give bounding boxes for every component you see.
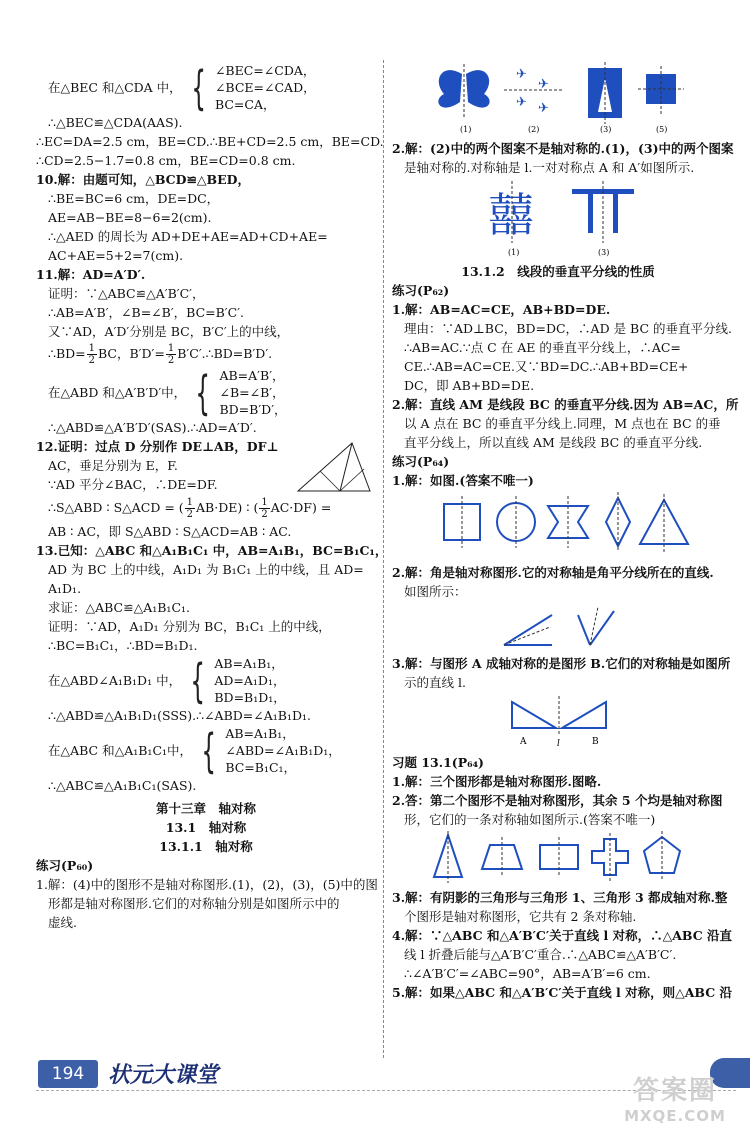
figure-caption: (1) [460,125,472,134]
text-line: ∴△AED 的周长为 AD+DE+AE=AD+CD+AE= [48,229,328,244]
text-line: CE.∴AB=AC=CE.又∵BD=DC.∴AB+BD=CE+ [404,359,689,374]
text-line: ∴AB=A′B′，∠B=∠B′，BC=B′C′. [48,305,245,320]
text-line: ∴△ABD≌△A′B′D′(SAS).∴AD=A′D′. [48,420,257,435]
fraction [166,343,176,366]
fraction-denominator: 2 [261,509,268,520]
brace-line: ∠BEC=∠CDA， [214,63,316,78]
text-line: 以 A 点在 BC 的垂直平分线上.同理，M 点也在 BC 的垂 [404,416,721,431]
brace-line: BC=B₁C₁， [225,760,297,775]
text-span: ∴S△ABD ∶ S△ACD = ( [48,500,184,515]
fraction-numerator: 1 [167,343,175,354]
page-number: 194 [38,1060,98,1088]
text-line: ∴△ABC≌△A₁B₁C₁(SAS). [48,778,197,793]
text-line: 求证：△ABC≌△A₁B₁C₁. [48,600,190,615]
text-line: ∵AD 平分∠BAC，∴DE=DF. [48,477,218,492]
brace-items [225,725,340,776]
text-line: 理由：∵AD⊥BC，BD=DC，∴AD 是 BC 的垂直平分线. [404,321,732,336]
fraction-denominator: 2 [88,355,96,366]
exercise-heading: 习题 13.1(P₆₄) [392,755,484,770]
text-line: ∴BE=BC=6 cm，DE=DC， [48,191,220,206]
answer-4: 4.解：∵△ABC 和△A′B′C′关于直线 l 对称，∴△ABC 沿直 [392,928,733,943]
left-brace: { [195,365,211,420]
text-span: AC·DF) = [270,500,332,515]
section-title: 13.1 轴对称 [165,820,247,835]
section-title: 13.1.2 线段的垂直平分线的性质 [461,264,655,279]
text-line: 形，它们的一条对称轴如图所示.(答案不唯一) [404,812,656,827]
text-line: 证明：∵AD，A₁D₁ 分别为 BC，B₁C₁ 上的中线， [48,619,331,634]
xi-character: 囍 [488,188,534,242]
answer-3: 3.解：与图形 A 成轴对称的是图形 B.它们的对称轴是如图所 [392,656,731,671]
question-11: 11.解：AD=A′D′. [36,267,146,282]
text-line: 示的直线 l. [404,675,466,690]
answer-2: 2.答：第二个图形不是轴对称图形，其余 5 个均是轴对称图 [392,793,723,808]
brace-line: ∠ABD=∠A₁B₁D₁， [225,743,341,758]
road-sign-figure [588,62,622,124]
fraction-line [36,341,376,367]
fraction-denominator: 2 [167,355,175,366]
brace-items [215,62,316,113]
brace-line: AD=A₁D₁， [214,673,286,688]
left-brace: { [201,723,216,778]
fraction [259,497,269,520]
figure-caption: (5) [656,125,668,134]
text-span: AB·DE) ∶ ( [196,500,259,515]
fraction [185,497,195,520]
brace-line: BC=CA， [214,97,276,112]
reflected-triangles-figure [392,692,724,750]
left-brace: { [190,60,206,115]
brace-items [214,655,285,706]
figure-label: B [592,737,599,747]
text-line: ∴AB=AC.∵点 C 在 AE 的垂直平分线上，∴AC= [404,340,681,355]
triangle-figure [294,437,376,499]
fraction-numerator: 1 [186,497,194,508]
answer-1: 1.解：如图.(答案不唯一) [392,473,534,488]
text-line: 证明：∵△ABC≌△A′B′C′， [48,286,205,301]
text-line: 直平分线上，所以直线 AM 是线段 BC 的垂直平分线. [404,435,703,450]
text-line: AB ∶ AC，即 S△ABD ∶ S△ACD=AB ∶ AC. [48,524,292,539]
brace-line: ∠B=∠B′， [219,385,285,400]
subsection-title: 13.1.1 轴对称 [159,839,253,854]
xi-and-pattern-figure [392,177,724,259]
text-line: ∴∠A′B′C′=∠ABC=90°，AB=A′B′=6 cm. [404,966,651,981]
brace-group-1 [36,62,376,113]
chapter-title: 第十三章 轴对称 [155,801,256,816]
text-line: 形都是轴对称图形.它们的对称轴分别是如图所示中的 [48,896,340,911]
text-span: BC，B′D′= [98,346,165,361]
text-line: AE=AB−BE=8−6=2(cm). [48,210,212,225]
text-line: 虚线. [48,915,77,930]
angle-bisector-figure [392,601,724,651]
brace-line: AB=A′B′， [219,368,285,383]
question-10: 10.解：由题可知，△BCD≌△BED， [36,172,250,187]
text-line: A₁D₁. [48,581,82,596]
figure-label: l [557,739,560,749]
question-12: 12.证明：过点 D 分别作 DE⊥AB，DF⊥ [36,439,279,454]
left-column [36,60,388,932]
brace-group-3 [36,655,376,706]
fraction-denominator: 2 [186,509,194,520]
figure-label: A [520,737,527,747]
six-shapes-figure [392,829,724,885]
pattern-figure [572,181,634,243]
practice-heading: 练习(P₆₄) [392,454,450,469]
text-line: AC+AE=5+2=7(cm). [48,248,184,263]
answer-2: 2.解：角是轴对称图形.它的对称轴是角平分线所在的直线. [392,565,714,580]
brace-line: AB=A₁B₁， [214,656,284,671]
brace-group-2 [36,367,376,418]
brace-line: BD=B₁D₁， [214,690,286,705]
right-column [392,62,739,1002]
text-line: ∴CD=2.5−1.7=0.8 cm，BE=CD=0.8 cm. [36,153,296,168]
text-line: 线 l 折叠后能与△A′B′C′重合.∴△ABC≌△A′B′C′. [404,947,677,962]
text-line: 如图所示： [404,584,467,599]
brace-prefix: 在△ABC 和△A₁B₁C₁中， [48,743,193,758]
brace-items [219,367,286,418]
fraction [87,343,97,366]
brace-line: AB=A₁B₁， [225,726,295,741]
text-line: AC，垂足分别为 E，F. [48,458,178,473]
question-13: 13.已知：△ABC 和△A₁B₁C₁ 中，AB=A₁B₁，BC=B₁C₁， [36,543,388,558]
text-line: 1.解：(4)中的图形不是轴对称图形.(1)，(2)，(3)，(5)中的图 [36,877,378,892]
text-line: ∴△ABD≌△A₁B₁D₁(SSS).∴∠ABD=∠A₁B₁D₁. [48,708,311,723]
brace-prefix: 在△BEC 和△CDA 中， [48,80,182,95]
figure-caption: (3) [598,248,610,257]
brand-logo: 状元大课堂 [108,1063,219,1088]
answer-2: 2.解：(2)中的两个图案不是轴对称的.(1)，(3)中的两个图案 [392,141,734,156]
text-line: 个图形是轴对称图形，它共有 2 条对称轴. [404,909,637,924]
watermark-top: 答案圈 [632,1076,717,1106]
answer-1: 1.解：AB=AC=CE，AB+BD=DE. [392,302,611,317]
butterfly-figure [438,64,489,118]
text-line: ∴BC=B₁C₁，∴BD=B₁D₁. [48,638,198,653]
symmetry-figures-row [392,62,724,136]
text-line: 是轴对称的.对称轴是 l.一对对称点 A 和 A′如图所示. [404,160,695,175]
brace-line: BD=B′D′， [219,402,287,417]
figure-caption: (2) [528,125,540,134]
brace-line: ∠BCE=∠CAD， [214,80,316,95]
figure-caption: (1) [508,248,520,257]
answer-5: 5.解：如果△ABC 和△A′B′C′关于直线 l 对称，则△ABC 沿 [392,985,733,1000]
q12-block [36,437,376,494]
text-line: AD 为 BC 上的中线，A₁D₁ 为 B₁C₁ 上的中线，且 AD= [48,562,364,577]
fraction-numerator: 1 [88,343,96,354]
axis-shapes-figure [392,490,724,560]
answer-3: 3.解：有阴影的三角形与三角形 1、三角形 3 都成轴对称.整 [392,890,728,905]
column-divider [383,60,384,1058]
brace-prefix: 在△ABD 和△A′B′D′中， [48,385,187,400]
watermark-bottom: MXQE.COM [624,1107,726,1125]
answer-2: 2.解：直线 AM 是线段 BC 的垂直平分线.因为 AB=AC，所 [392,397,739,412]
text-span: ∴BD= [48,346,86,361]
answer-1: 1.解：三个图形都是轴对称图形.图略. [392,774,602,789]
text-line: 又∵AD，A′D′分别是 BC，B′C′上的中线， [48,324,290,339]
text-line: DC，即 AB+BD=DE. [404,378,535,393]
svg-text:✈: ✈ [538,101,549,116]
brace-group-4 [36,725,376,776]
text-line: ∴△BEC≌△CDA(AAS). [48,115,183,130]
text-span: B′C′.∴BD=B′D′. [177,346,273,361]
airplanes-figure [504,67,562,116]
fraction-numerator: 1 [261,497,268,508]
svg-text:✈: ✈ [538,77,549,92]
brace-prefix: 在△ABD∠A₁B₁D₁ 中， [48,673,182,688]
figure-caption: (3) [600,125,612,134]
practice-heading: 练习(P₆₂) [392,283,450,298]
practice-heading: 练习(P₆₀) [36,858,94,873]
left-brace: { [190,653,206,708]
svg-text:✈: ✈ [516,67,527,82]
svg-text:✈: ✈ [516,95,527,110]
text-line: ∴EC=DA=2.5 cm，BE=CD.∴BE+CD=2.5 cm，BE=CD. [36,134,384,149]
square-figure [638,66,684,114]
watermark [615,1070,735,1125]
